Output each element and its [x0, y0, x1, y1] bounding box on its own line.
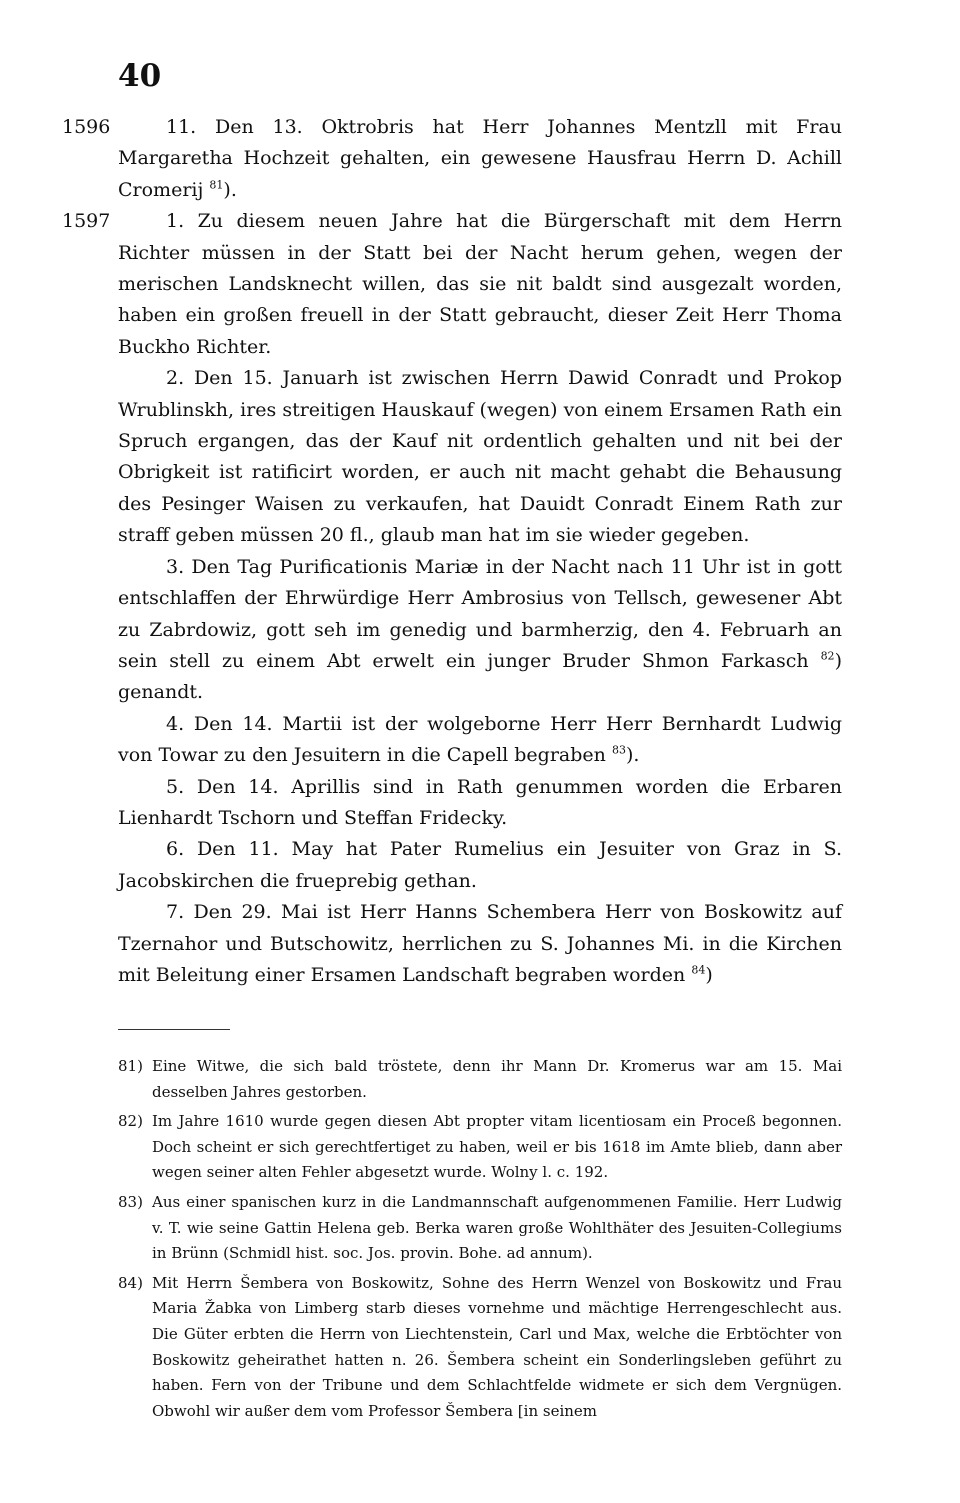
main-text — [118, 112, 842, 991]
footnote-ref: 81 — [209, 178, 224, 192]
entry-paragraph: 5. Den 14. Aprillis sind in Rath genummen worden die Erbaren Lienhardt Tschorn und Steffan Fridecky. — [118, 775, 842, 829]
footnote-number: 81) — [118, 1057, 143, 1075]
footnote-number: 83) — [118, 1192, 143, 1211]
footnote-number: 82) — [118, 1112, 143, 1131]
entry-paragraph: 4. Den 14. Martii ist der wolgeborne Herr Herr Bernhardt Ludwig von Towar zu den Jesuitern in die Capell begraben $^{83}$). — [118, 712, 842, 767]
footnote-ref: 82 — [820, 649, 835, 663]
footnote: 82) Im Jahre 1610 wurde gegen diesen Abt propter vitam licentiosam ein Proceß begonnen. Doch scheint er sich gerechtfertiget zu haben, weil er bis 1618 im Amte blieb, dann aber wegen seiner alten Fehler abgesetzt wurde. Wolny l. c. 192. — [118, 1109, 842, 1186]
footnote-number: 84) — [118, 1273, 143, 1292]
footnote-divider — [118, 1029, 230, 1030]
entry-paragraph: 2. Den 15. Januarh ist zwischen Herrn Dawid Conradt und Prokop Wrublinskh, ires streitigen Hauskauf (wegen) von einem Ersamen Rath ein Spruch ergangen, das der Kauf nit ordentlich gehalten und nit bei der Obrigkeit ist ratificirt worden, er auch nit macht gehabt die Behausung des Pesinger Waisen zu verkaufen, hat Dauidt Conradt Einem Rath zur straff geben müssen 20 fl., glaub man hat im sie wieder gegeben. — [118, 367, 842, 547]
footnotes — [118, 1054, 842, 1428]
footnote: 84) Mit Herrn Šembera von Boskowitz, Sohne des Herrn Wenzel von Boskowitz und Frau Maria Žabka von Limberg starb dieses vornehme und mächtige Herrengeschlecht aus. Die Güter erbten die Herrn von Liechtenstein, Carl und Max, welche die Erbtöchter von Boskowitz geheirathet hatten n. 26. Šembera scheint ein Sonderlingsleben geführt zu haben. Fern von der Tribune und dem Schlachtfelde widmete er sich dem Vergnügen. Obwohl wir außer dem vom Professor Šembera [in seinem — [118, 1271, 842, 1425]
entry-paragraph: 1. Zu diesem neuen Jahre hat die Bürgerschaft mit dem Herrn Richter müssen in der Statt bei der Nacht herum gehen, wegen der merischen Landsknecht willen, das sie nit baldt sind ausgezalt worden, haben ein großen freuell in der Statt gebraucht, dieser Zeit Herr Thoma Buckho Richter. — [118, 210, 842, 358]
page-number: 40 — [118, 58, 162, 94]
footnote: 83) Aus einer spanischen kurz in die Landmannschaft aufgenommenen Familie. Herr Ludwig v. T. wie seine Gattin Helena geb. Berka waren große Wohlthäter des Jesuiten-Collegiums in Brünn (Schmidl hist. soc. Jos. provin. Bohe. ad annum). — [118, 1190, 842, 1267]
margin-year-1596: 1596 — [62, 116, 111, 138]
footnote: 81) Eine Witwe, die sich bald tröstete, denn ihr Mann Dr. Kromerus war am 15. Mai desselben Jahres gestorben. — [118, 1054, 842, 1105]
footnote-ref: 84 — [691, 963, 706, 977]
entry-paragraph: 3. Den Tag Purificationis Mariæ in der Nacht nach 11 Uhr ist in gott entschlaffen der Ehrwürdige Herr Ambrosius von Tellsch, gewesener Abt zu Zabrdowiz, gott seh im genedig und barmherzig, den 4. Februarh an sein stell zu einem Abt erwelt ein junger Bruder Shmon Farkasch $^{82}$) genandt. — [118, 555, 842, 704]
entry-paragraph: 6. Den 11. May hat Pater Rumelius ein Jesuiter von Graz in S. Jacobskirchen die frueprebig gethan. — [118, 838, 842, 892]
entry-paragraph: 7. Den 29. Mai ist Herr Hanns Schembera Herr von Boskowitz auf Tzernahor und Butschowitz, herrlichen zu S. Johannes Mi. in die Kirchen mit Beleitung einer Ersamen Landschaft begraben worden $^{84}$) — [118, 901, 842, 986]
margin-year-1597: 1597 — [62, 210, 111, 232]
footnote-ref: 83 — [611, 743, 626, 757]
entry-paragraph: 11. Den 13. Oktrobris hat Herr Johannes Mentzll mit Frau Margaretha Hochzeit gehalten, ein gewesene Hausfrau Herrn D. Achill Cromerij $^{81}$). — [118, 116, 842, 201]
